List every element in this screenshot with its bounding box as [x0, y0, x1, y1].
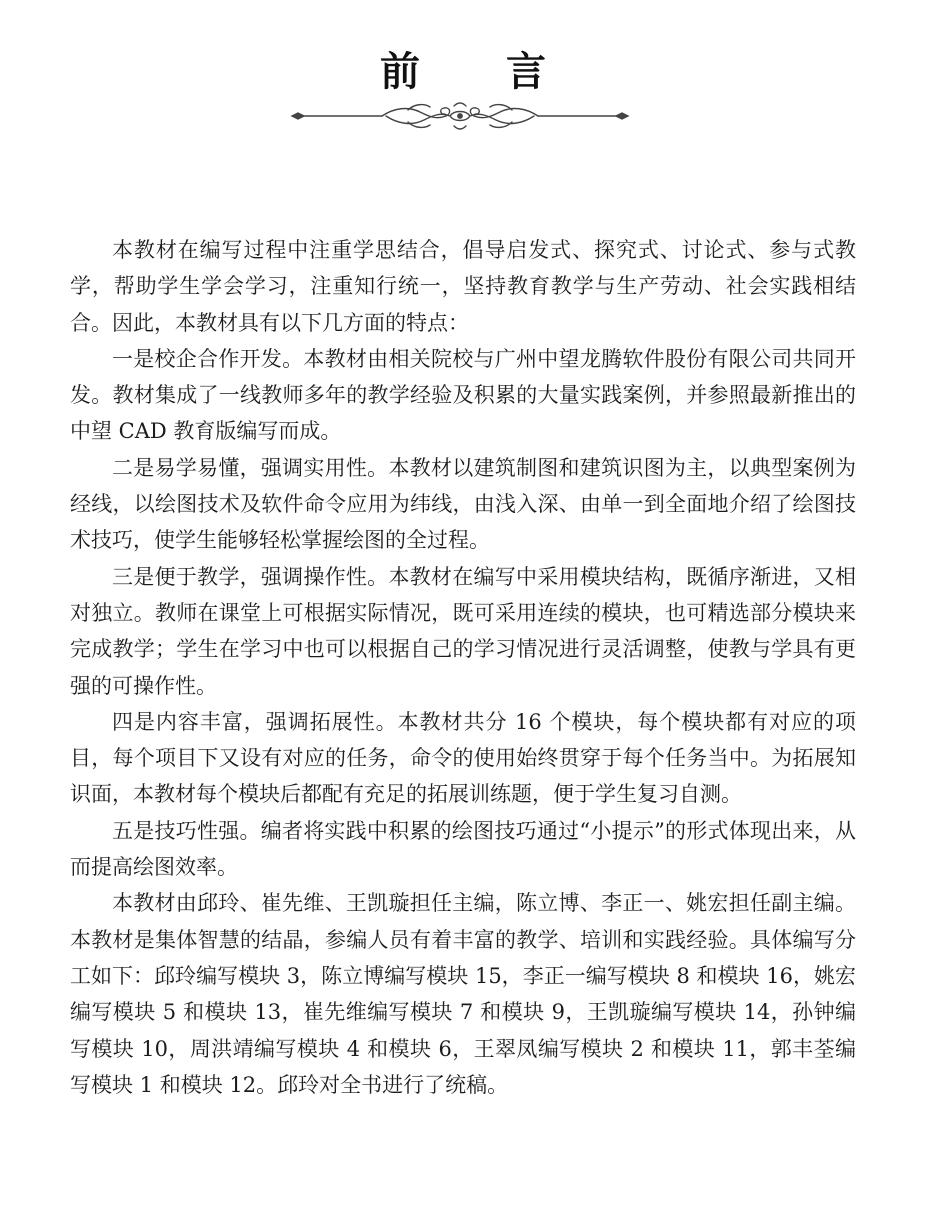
- paragraph-intro: 本教材在编写过程中注重学思结合，倡导启发式、探究式、讨论式、参与式教学，帮助学生学会学习，注重知行统一，坚持教育教学与生产劳动、社会实践相结合。因此，本教材具有以下几方面的特点：: [70, 238, 856, 335]
- title-char-1: 前: [380, 49, 420, 95]
- paragraph-feature-2: 二是易学易懂，强调实用性。本教材以建筑制图和建筑识图为主，以典型案例为经线，以绘图技术及软件命令应用为纬线，由浅入深、由单一到全面地介绍了绘图技术技巧，使学生能够轻松掌握绘图的全过程。: [70, 455, 856, 553]
- page-title: [0, 46, 926, 98]
- paragraph-feature-5: 五是技巧性强。编者将实践中积累的绘图技巧通过“小提示”的形式体现出来，从而提高绘图效率。: [70, 818, 856, 880]
- paragraph-authors: 本教材由邱玲、崔先维、王凯璇担任主编，陈立博、李正一、姚宏担任副主编。本教材是集体智慧的结晶，参编人员有着丰富的教学、培训和实践经验。具体编写分工如下：邱玲编写模块 3，陈立博编写模块 15，李正一编写模块 8 和模块 16，姚宏编写模块 5 和模块 13，崔先维编写模块 7 和模块 9，王凯璇编写模块 14，孙钟编写模块 10，周洪靖编写模块 4 和模块 6，王翠凤编写模块 2 和模块 11，郭丰荃编写模块 1 和模块 12。邱玲对全书进行了统稿。: [70, 891, 856, 1097]
- paragraph-feature-1: 一是校企合作开发。本教材由相关院校与广州中望龙腾软件股份有限公司共同开发。教材集成了一线教师多年的教学经验及积累的大量实践案例，并参照最新推出的中望 CAD 教育版编写而成。: [70, 346, 856, 444]
- preface-body: [70, 232, 856, 1103]
- paragraph-feature-4: 四是内容丰富，强调拓展性。本教材共分 16 个模块，每个模块都有对应的项目，每个项目下又设有对应的任务，命令的使用始终贯穿于每个任务当中。为拓展知识面，本教材每个模块后都配有充足的拓展训练题，便于学生复习自测。: [70, 709, 856, 807]
- title-char-2: 言: [506, 49, 546, 95]
- title-ornament-divider: [290, 98, 630, 134]
- paragraph-feature-3: 三是便于教学，强调操作性。本教材在编写中采用模块结构，既循序渐进，又相对独立。教师在课堂上可根据实际情况，既可采用连续的模块，也可精选部分模块来完成教学；学生在学习中也可以根据自己的学习情况进行灵活调整，使教与学具有更强的可操作性。: [70, 564, 856, 698]
